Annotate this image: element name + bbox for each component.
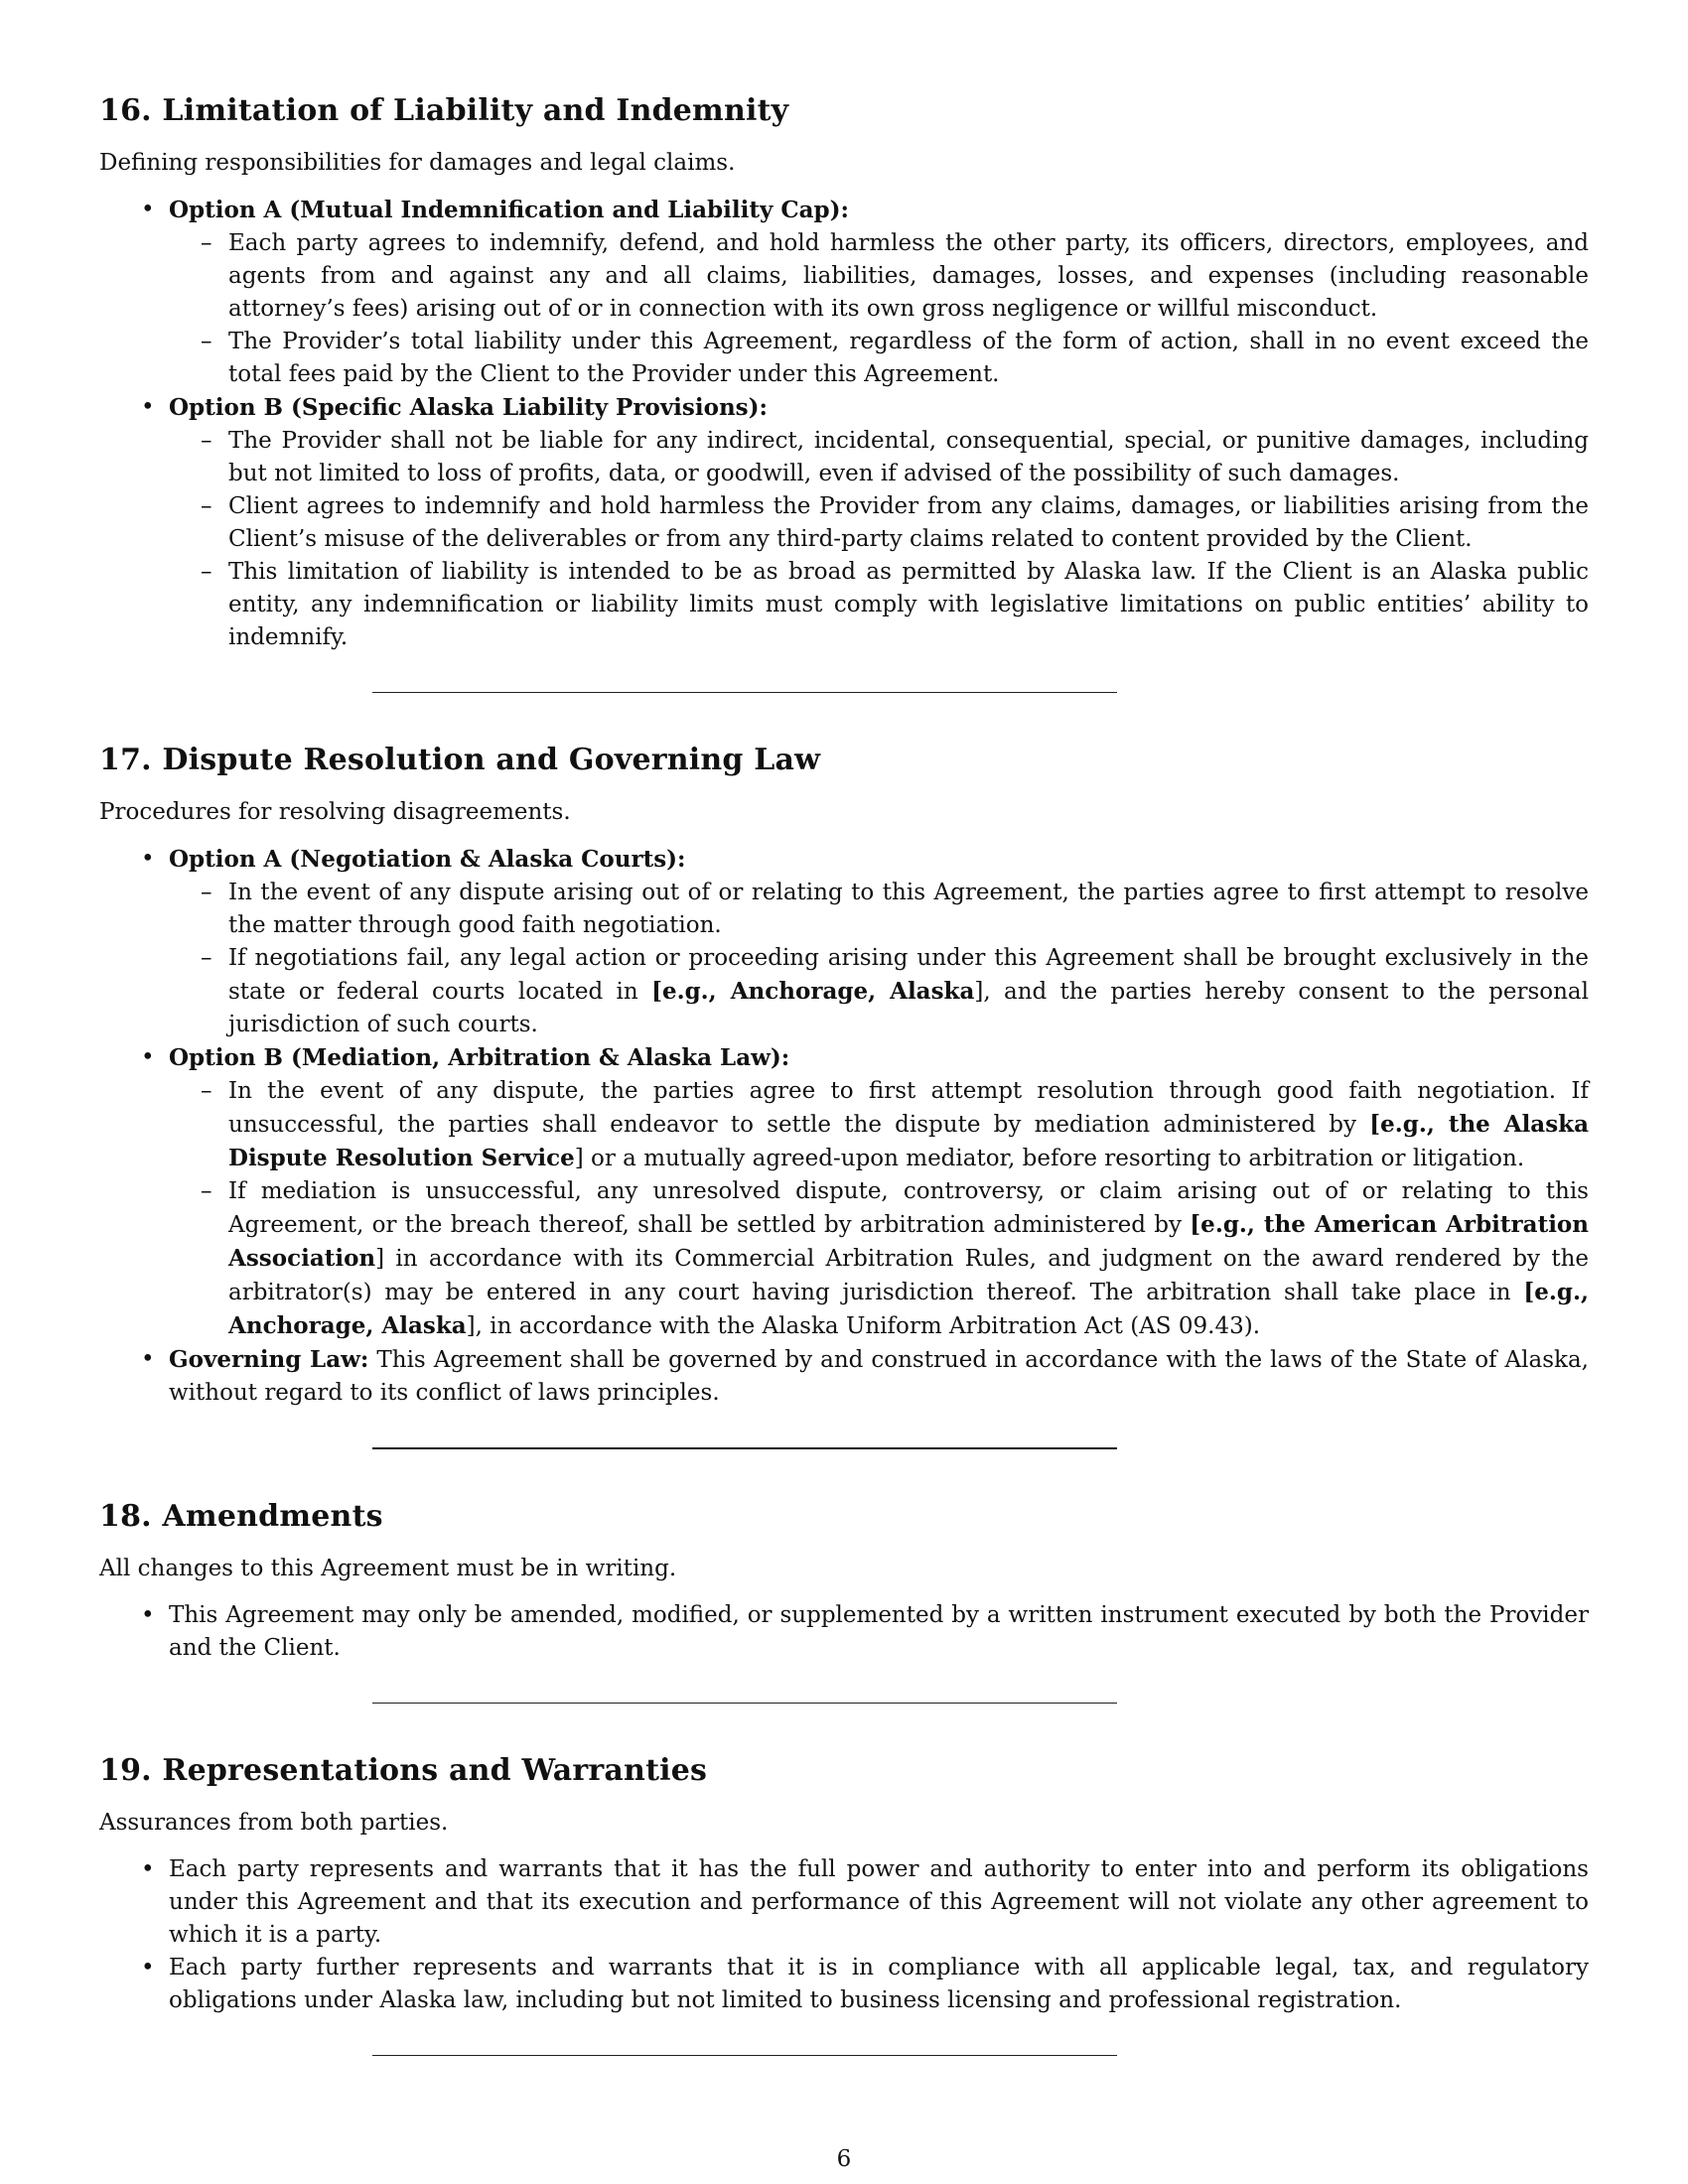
option-list: [99, 843, 1589, 1410]
option-title: Option B (Specific Alaska Liability Provisions):: [169, 394, 768, 421]
document-page: [99, 91, 1589, 2056]
bullet-icon: •: [141, 1044, 155, 1070]
list-item: – The Provider shall not be liable for any indirect, incidental, consequential, special, or punitive damages, including but not limited to loss of profits, data, or goodwill, even if advised of the possibility of such damages.: [169, 425, 1589, 490]
section-intro: Assurances from both parties.: [99, 1810, 449, 1836]
section-intro: All changes to this Agreement must be in writing.: [99, 1556, 677, 1581]
section-18: [99, 1497, 1589, 1704]
list-item: – Each party agrees to indemnify, defend, and hold harmless the other party, its officers, directors, employees, and agents from and against any and all claims, liabilities, damages, losses, and expenses (including reasonable attorney’s fees) arising out of or in connection with its own gross negligence or willful misconduct.: [169, 227, 1589, 326]
section-divider: [372, 1703, 1117, 1704]
dash-icon: –: [201, 230, 212, 256]
section-heading: 16. Limitation of Liability and Indemnity: [99, 93, 789, 128]
list-item: – This limitation of liability is intended to be as broad as permitted by Alaska law. If the Client is an Alaska public entity, any indemnification or liability limits must comply with legislative limitations on public entities’ ability to indemnify.: [169, 556, 1589, 654]
bullet-icon: •: [141, 1602, 155, 1628]
section-divider: [372, 2055, 1117, 2056]
dash-icon: –: [201, 945, 212, 971]
list-item: – If mediation is unsuccessful, any unresolved dispute, controversy, or claim arising out of or relating to this Agreement, or the breach thereof, shall be settled by arbitration administered by [e.g., the American Arbitration Association] in accordance with its Commercial Arbitration Rules, and judgment on the award rendered by the arbitrator(s) may be entered in any court having jurisdiction thereof. The arbitration shall take place in [e.g., Anchorage, Alaska], in accordance with the Alaska Uniform Arbitration Act (AS 09.43).: [169, 1175, 1589, 1343]
bullet-icon: •: [141, 846, 155, 872]
governing-law-title: Governing Law:: [169, 1346, 369, 1373]
dash-icon: –: [201, 1078, 212, 1104]
list-item: – In the event of any dispute, the parties agree to first attempt resolution through good faith negotiation. If unsuccessful, the parties shall endeavor to settle the dispute by mediation administered by [e.g., the Alaska Dispute Resolution Service] or a mutually agreed-upon mediator, before resorting to arbitration or litigation.: [169, 1075, 1589, 1175]
section-divider: [372, 692, 1117, 693]
list-item: – If negotiations fail, any legal action or proceeding arising under this Agreement shall be brought exclusively in the state or federal courts located in [e.g., Anchorage, Alaska], and the parties hereby consent to the personal jurisdiction of such courts.: [169, 942, 1589, 1041]
placeholder-text: [e.g., Anchorage, Alaska: [651, 978, 975, 1005]
bullet-icon: •: [141, 1955, 155, 1980]
dash-icon: –: [201, 493, 212, 519]
dash-icon: –: [201, 880, 212, 905]
section-heading: 17. Dispute Resolution and Governing Law: [99, 743, 821, 777]
bullet-icon: •: [141, 197, 155, 222]
dash-icon: –: [201, 1178, 212, 1204]
governing-law: [99, 1343, 1589, 1410]
option-title: Option B (Mediation, Arbitration & Alaska Law):: [169, 1044, 790, 1071]
bullet-list: [99, 1853, 1589, 2017]
section-heading: 19. Representations and Warranties: [99, 1753, 708, 1788]
option-title: Option A (Mutual Indemnification and Liability Cap):: [169, 197, 849, 223]
page-number: 6: [836, 2146, 852, 2172]
placeholder-text: [e.g., the Alaska Dispute Resolution Service: [228, 1111, 1589, 1171]
option-a: [99, 194, 1589, 391]
list-item: • Each party represents and warrants that it has the full power and authority to enter into and perform its obligations under this Agreement and that its execution and performance of this Agreement will not violate any other agreement to which it is a party.: [99, 1853, 1589, 1952]
section-intro: Defining responsibilities for damages and legal claims.: [99, 150, 736, 176]
section-16: [99, 91, 1589, 693]
governing-law-text: This Agreement shall be governed by and construed in accordance with the laws of the State of Alaska, without regard to its conflict of laws principles.: [169, 1347, 1589, 1406]
option-b: [99, 391, 1589, 654]
list-item: – Client agrees to indemnify and hold harmless the Provider from any claims, damages, or liabilities arising from the Client’s misuse of the deliverables or from any third-party claims related to content provided by the Client.: [169, 490, 1589, 556]
list-item: • Each party further represents and warrants that it is in compliance with all applicable legal, tax, and regulatory obligations under Alaska law, including but not limited to business licensing and professional registration.: [99, 1952, 1589, 2017]
section-heading: 18. Amendments: [99, 1499, 383, 1534]
option-b: [99, 1041, 1589, 1343]
bullet-icon: •: [141, 1346, 155, 1372]
list-item: – In the event of any dispute arising out of or relating to this Agreement, the parties agree to first attempt to resolve the matter through good faith negotiation.: [169, 877, 1589, 942]
section-19: [99, 1751, 1589, 2056]
bullet-icon: •: [141, 1856, 155, 1882]
dash-icon: –: [201, 559, 212, 585]
list-item: – The Provider’s total liability under this Agreement, regardless of the form of action, shall in no event exceed the total fees paid by the Client to the Provider under this Agreement.: [169, 326, 1589, 391]
bullet-icon: •: [141, 394, 155, 420]
option-list: [99, 194, 1589, 654]
section-17: [99, 741, 1589, 1449]
section-divider: [372, 1447, 1117, 1449]
list-item: • This Agreement may only be amended, modified, or supplemented by a written instrument executed by both the Provider and the Client.: [99, 1599, 1589, 1665]
option-title: Option A (Negotiation & Alaska Courts):: [169, 846, 686, 873]
dash-icon: –: [201, 329, 212, 354]
placeholder-text: [e.g., Anchorage, Alaska: [228, 1279, 1589, 1339]
option-a: [99, 843, 1589, 1041]
bullet-list: [99, 1599, 1589, 1665]
placeholder-text: [e.g., the American Arbitration Association: [228, 1211, 1589, 1272]
section-intro: Procedures for resolving disagreements.: [99, 799, 571, 825]
dash-icon: –: [201, 428, 212, 454]
